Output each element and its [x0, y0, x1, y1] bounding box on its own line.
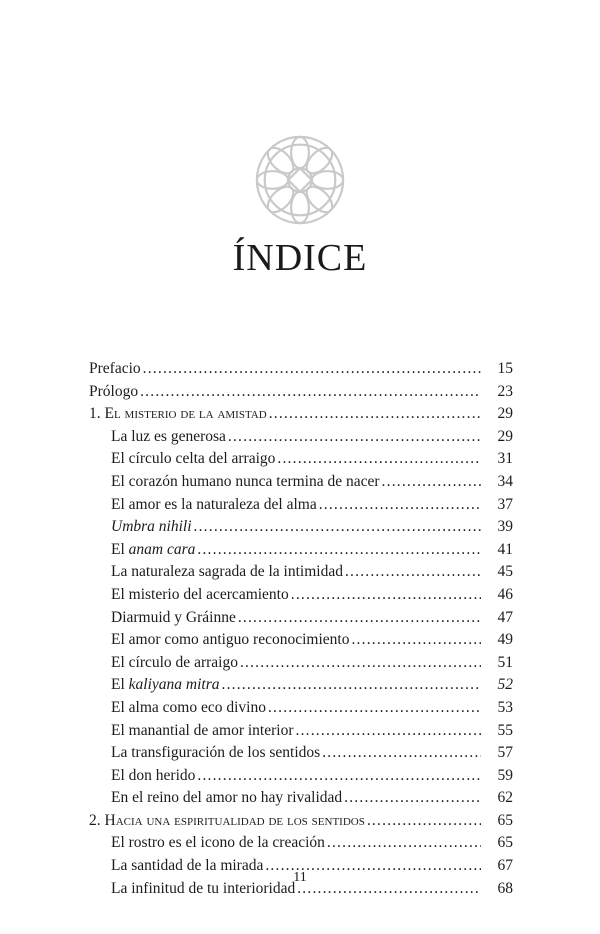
dot-leader	[367, 810, 481, 833]
toc-entry	[89, 584, 513, 607]
dot-leader	[194, 516, 481, 539]
toc-entry-title: El círculo celta del arraigo	[111, 450, 276, 468]
dot-leader	[240, 652, 481, 675]
toc-entry-title: El amor es la naturaleza del alma	[111, 495, 317, 513]
toc-entry-page: 67	[497, 857, 513, 875]
toc-entry	[89, 448, 513, 471]
toc-entry-page: 65	[497, 811, 513, 829]
toc-entry	[89, 720, 513, 743]
toc-entry-page: 39	[497, 518, 513, 536]
toc-entry-title: La infinitud de tu interioridad	[111, 879, 296, 897]
toc-entry-title: Prefacio	[89, 360, 141, 377]
toc-entry-title: El círculo de arraigo	[111, 653, 238, 671]
toc-entry	[89, 494, 513, 517]
toc-entry-page: 45	[497, 563, 513, 581]
toc-entry-title: La naturaleza sagrada de la intimidad	[111, 563, 343, 581]
toc-entry	[89, 426, 513, 449]
toc-entry	[89, 471, 513, 494]
dot-leader	[277, 448, 481, 471]
toc-entry-page: 41	[497, 540, 513, 558]
toc-entry	[89, 697, 513, 720]
dot-leader	[296, 720, 482, 743]
dot-leader	[238, 607, 481, 630]
dot-leader	[319, 494, 481, 517]
toc-entry-title: Diarmuid y Gráinne	[111, 608, 236, 626]
toc-entry-page: 52	[497, 676, 513, 694]
dot-leader	[143, 358, 481, 381]
toc-entry-page: 57	[497, 744, 513, 762]
toc-entry-page: 47	[497, 608, 513, 626]
toc-entry	[89, 765, 513, 788]
toc-entry-page: 31	[497, 450, 513, 468]
dot-leader	[345, 561, 481, 584]
dot-leader	[291, 584, 481, 607]
toc-entry-title: El alma como eco divino	[111, 698, 266, 716]
toc-entry-page: 46	[497, 585, 513, 603]
toc-entry-title: Umbra nihili	[111, 518, 192, 536]
celtic-knot-rosette-icon	[251, 131, 349, 229]
toc-entry-page: 15	[497, 360, 513, 377]
toc-entry	[89, 629, 513, 652]
toc-entry-page: 34	[497, 472, 513, 490]
toc-entry	[89, 674, 513, 697]
table-of-contents	[89, 358, 513, 900]
dot-leader	[140, 381, 481, 404]
toc-entry	[89, 561, 513, 584]
toc-entry-title: El kaliyana mitra	[111, 676, 220, 694]
toc-entry-page: 29	[497, 405, 513, 423]
toc-entry-page: 37	[497, 495, 513, 513]
toc-entry	[89, 742, 513, 765]
toc-entry	[89, 652, 513, 675]
toc-entry-title: La santidad de la mirada	[111, 857, 264, 875]
toc-entry-title: 2. Hacia una espiritualidad de los sentidos	[89, 811, 365, 829]
toc-entry-page: 23	[497, 382, 513, 400]
page-number: 11	[293, 870, 307, 885]
dot-leader	[197, 539, 481, 562]
dot-leader	[268, 697, 481, 720]
dot-leader	[197, 765, 481, 788]
page-title: ÍNDICE	[232, 237, 368, 279]
toc-entry-page: 49	[497, 631, 513, 649]
toc-entry	[89, 810, 513, 833]
toc-entry	[89, 358, 513, 381]
toc-entry-title: El manantial de amor interior	[111, 721, 294, 739]
toc-entry-title: El amor como antiguo reconocimiento	[111, 631, 350, 649]
toc-entry	[89, 516, 513, 539]
toc-entry-title: Prólogo	[89, 382, 139, 400]
toc-entry-page: 51	[497, 653, 513, 671]
toc-entry-page: 62	[497, 789, 513, 807]
toc-entry	[89, 381, 513, 404]
toc-entry	[89, 832, 513, 855]
toc-entry-title: En el reino del amor no hay rivalidad	[111, 789, 343, 807]
toc-entry	[89, 787, 513, 810]
toc-entry-title: El rostro es el icono de la creación	[111, 834, 325, 852]
dot-leader	[351, 629, 481, 652]
dot-leader	[228, 426, 481, 449]
toc-entry	[89, 403, 513, 426]
dot-leader	[327, 832, 481, 855]
toc-entry-page: 53	[497, 698, 513, 716]
toc-entry-page: 59	[497, 766, 513, 784]
dot-leader	[382, 471, 481, 494]
dot-leader	[269, 403, 481, 426]
toc-entry-title: El misterio del acercamiento	[111, 585, 289, 603]
dot-leader	[222, 674, 482, 697]
toc-entry-title: El anam cara	[111, 540, 196, 558]
toc-entry-title: El don herido	[111, 766, 196, 784]
toc-entry	[89, 539, 513, 562]
toc-entry-page: 68	[497, 879, 513, 897]
dot-leader	[322, 742, 481, 765]
toc-entry-page: 29	[497, 427, 513, 445]
toc-entry	[89, 607, 513, 630]
toc-entry-title: El corazón humano nunca termina de nacer	[111, 472, 380, 490]
toc-entry-page: 55	[497, 721, 513, 739]
toc-entry-title: La luz es generosa	[111, 427, 226, 445]
toc-entry-page: 65	[497, 834, 513, 852]
dot-leader	[344, 787, 481, 810]
toc-entry-title: La transfiguración de los sentidos	[111, 744, 321, 762]
toc-entry-title: 1. El misterio de la amistad	[89, 405, 267, 423]
